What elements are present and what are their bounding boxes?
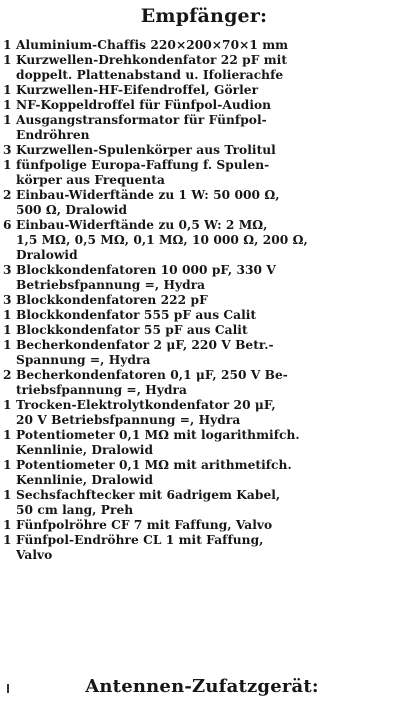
item-quantity: 1 [3,398,12,412]
item-description: Trocken-Elektrolytkondenfator 20 μF, 20 V Betriebsfpannung =, Hydra [16,398,276,427]
item-description: Fünfpolröhre CF 7 mit Faffung, Valvo [16,518,273,532]
section-heading-antenna: Antennen-Zufatzgerät: [85,676,319,697]
parts-list [3,38,397,563]
item-quantity: 1 [3,38,12,52]
item-description: Einbau-Widerftände zu 0,5 W: 2 MΩ, 1,5 MΩ, 0,5 MΩ, 0,1 MΩ, 10 000 Ω, 200 Ω, Dralowid [16,218,308,262]
item-quantity: 1 [3,428,12,442]
parts-list-item [3,113,397,143]
item-description: Einbau-Widerftände zu 1 W: 50 000 Ω, 500 Ω, Dralowid [16,188,280,217]
parts-list-item [3,143,397,158]
item-quantity: 1 [3,158,12,172]
parts-list-item [3,83,397,98]
item-description: Blockkondenfatoren 10 000 pF, 330 V Betriebsfpannung =, Hydra [16,263,276,292]
parts-list-item [3,188,397,218]
parts-list-item [3,398,397,428]
parts-list-item [3,53,397,83]
parts-list-item [3,218,397,263]
item-description: Aluminium-Chaffis 220×200×70×1 mm [16,38,289,52]
item-quantity: 3 [3,263,12,277]
parts-list-item [3,323,397,338]
item-quantity: 3 [3,293,12,307]
parts-list-item [3,518,397,533]
item-quantity: 1 [3,488,12,502]
parts-list-item [3,458,397,488]
item-quantity: 1 [3,53,12,67]
parts-list-item [3,38,397,53]
item-quantity: 1 [3,458,12,472]
parts-list-item [3,488,397,518]
item-description: Sechsfachftecker mit 6adrigem Kabel, 50 cm lang, Preh [16,488,281,517]
item-quantity: 1 [3,338,12,352]
item-description: Blockkondenfator 55 pF aus Calit [16,323,248,337]
item-quantity: 6 [3,218,12,232]
item-quantity: 1 [3,98,12,112]
item-description: Potentiometer 0,1 MΩ mit logarithmifch. Kennlinie, Dralowid [16,428,300,457]
item-description: Blockkondenfatoren 222 pF [16,293,208,307]
item-description: Potentiometer 0,1 MΩ mit arithmetifch. Kennlinie, Dralowid [16,458,292,487]
item-quantity: 2 [3,368,12,382]
item-quantity: 1 [3,323,12,337]
item-description: Kurzwellen-Drehkondenfator 22 pF mit doppelt. Plattenabstand u. Ifolierachfe [16,53,288,82]
section-heading-receiver: Empfänger: [140,5,268,27]
item-description: Kurzwellen-HF-Eifendroffel, Görler [16,83,259,97]
item-quantity: 3 [3,143,12,157]
item-description: Becherkondenfatoren 0,1 μF, 250 V Be- triebsfpannung =, Hydra [16,368,288,397]
item-description: Blockkondenfator 555 pF aus Calit [16,308,257,322]
parts-list-item [3,98,397,113]
item-description: Kurzwellen-Spulenkörper aus Trolitul [16,143,276,157]
parts-list-item [3,368,397,398]
item-quantity: 2 [3,188,12,202]
item-description: fünfpolige Europa-Faffung f. Spulen- körper aus Frequenta [16,158,270,187]
item-description: Becherkondenfator 2 μF, 220 V Betr.- Spannung =, Hydra [16,338,274,367]
item-quantity: 1 [3,518,12,532]
parts-list-item [3,158,397,188]
parts-list-item [3,533,397,563]
parts-list-item [3,428,397,458]
item-description: Ausgangstransformator für Fünfpol- Endröhren [16,113,267,142]
parts-list-item [3,308,397,323]
parts-list-item [3,293,397,308]
parts-list-item [3,263,397,293]
item-description: NF-Koppeldroffel für Fünfpol-Audion [16,98,272,112]
item-quantity: 1 [3,113,12,127]
item-description: Fünfpol-Endröhre CL 1 mit Faffung, Valvo [16,533,264,562]
item-quantity: 1 [3,83,12,97]
parts-list-item [3,338,397,368]
item-quantity: 1 [3,308,12,322]
item-quantity: 1 [3,533,12,547]
